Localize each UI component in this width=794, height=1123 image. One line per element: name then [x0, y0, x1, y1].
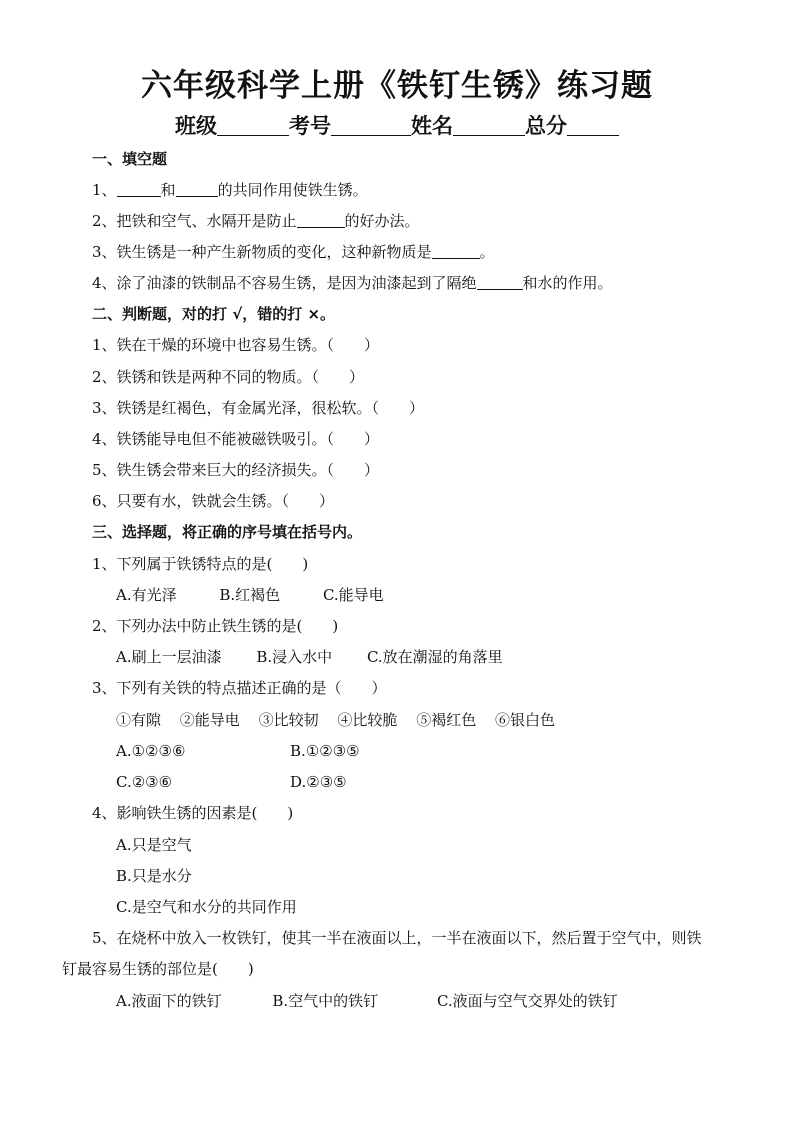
feature-3: ③比较韧 — [258, 711, 319, 729]
judge-question-6: 6、只要有水，铁就会生锈。（ ） — [92, 492, 335, 510]
fill-q4-suffix: 和水的作用。 — [522, 274, 613, 292]
fill-q3-blank[interactable] — [432, 242, 480, 259]
fill-q3-prefix: 3、铁生锈是一种产生新物质的变化，这种新物质是 — [92, 243, 432, 261]
fill-q2-prefix: 2、把铁和空气、水隔开是防止 — [92, 212, 297, 230]
number-blank[interactable] — [331, 115, 411, 136]
section2-heading: 二、判断题，对的打 √，错的打 ×。 — [92, 305, 336, 323]
choice-q5-option-b[interactable]: B.空气中的铁钉 — [272, 992, 379, 1010]
choice-q5-options — [116, 991, 618, 1011]
fill-q1-blank2[interactable] — [176, 180, 218, 197]
student-info-row — [0, 110, 794, 140]
judge-question-2: 2、铁锈和铁是两种不同的物质。（ ） — [92, 368, 365, 386]
choice-q1-options — [116, 585, 384, 605]
judge-question-3: 3、铁锈是红褐色，有金属光泽，很松软。（ ） — [92, 399, 425, 417]
fill-q4-blank[interactable] — [477, 273, 523, 290]
number-label: 考号 — [289, 114, 331, 138]
fill-q3-suffix: 。 — [479, 243, 495, 261]
choice-q3-option-d[interactable]: D.②③⑤ — [290, 773, 347, 791]
score-blank[interactable] — [567, 115, 619, 136]
choice-q3-option-a[interactable]: A.①②③⑥ — [116, 742, 186, 760]
choice-q1-option-a[interactable]: A.有光泽 — [116, 586, 177, 604]
fill-q1-mid: 和 — [160, 181, 176, 199]
fill-q1-prefix: 1、 — [92, 181, 117, 199]
choice-q5-stem-line2: 钉最容易生锈的部位是( ) — [62, 960, 254, 978]
choice-q1-option-b[interactable]: B.红褐色 — [219, 586, 281, 604]
choice-q4-option-b[interactable]: B.只是水分 — [116, 867, 192, 885]
choice-q3-stem: 3、下列有关铁的特点描述正确的是（ ） — [92, 679, 387, 697]
class-label: 班级 — [175, 114, 217, 138]
choice-q2-option-b[interactable]: B.浸入水中 — [256, 648, 333, 666]
choice-q1-stem: 1、下列属于铁锈特点的是( ) — [92, 555, 309, 573]
feature-4: ④比较脆 — [337, 711, 398, 729]
name-label: 姓名 — [411, 114, 453, 138]
feature-6: ⑥银白色 — [494, 711, 555, 729]
fill-question-1 — [92, 180, 368, 200]
choice-q3-features — [116, 710, 555, 730]
choice-q2-option-c[interactable]: C.放在潮湿的角落里 — [366, 648, 503, 666]
fill-question-2 — [92, 211, 420, 231]
fill-q2-blank[interactable] — [297, 211, 345, 228]
choice-q3-option-b[interactable]: B.①②③⑤ — [290, 742, 360, 760]
choice-q4-option-a[interactable]: A.只是空气 — [116, 836, 192, 854]
feature-1: ①有隙 — [116, 711, 162, 729]
score-label: 总分 — [525, 114, 567, 138]
judge-question-4: 4、铁锈能导电但不能被磁铁吸引。（ ） — [92, 430, 380, 448]
feature-2: ②能导电 — [179, 711, 240, 729]
section1-heading: 一、填空题 — [92, 150, 168, 168]
judge-question-1: 1、铁在干燥的环境中也容易生锈。（ ） — [92, 336, 380, 354]
choice-q5-option-c[interactable]: C.液面与空气交界处的铁钉 — [436, 992, 618, 1010]
page-title: 六年级科学上册《铁钉生锈》练习题 — [141, 68, 653, 104]
fill-question-3 — [92, 242, 495, 262]
judge-question-5: 5、铁生锈会带来巨大的经济损失。（ ） — [92, 461, 380, 479]
feature-5: ⑤褐红色 — [416, 711, 477, 729]
choice-q1-option-c[interactable]: C.能导电 — [322, 586, 384, 604]
choice-q4-option-c[interactable]: C.是空气和水分的共同作用 — [116, 898, 297, 916]
choice-q2-stem: 2、下列办法中防止铁生锈的是( ) — [92, 617, 339, 635]
fill-q2-suffix: 的好办法。 — [344, 212, 420, 230]
fill-q4-prefix: 4、涂了油漆的铁制品不容易生锈，是因为油漆起到了隔绝 — [92, 274, 477, 292]
choice-q2-option-a[interactable]: A.刷上一层油漆 — [116, 648, 222, 666]
choice-q5-option-a[interactable]: A.液面下的铁钉 — [116, 992, 222, 1010]
fill-question-4 — [92, 273, 613, 293]
choice-q4-stem: 4、影响铁生锈的因素是( ) — [92, 804, 294, 822]
fill-q1-suffix: 的共同作用使铁生锈。 — [217, 181, 368, 199]
fill-q1-blank1[interactable] — [117, 180, 161, 197]
section3-heading: 三、选择题，将正确的序号填在括号内。 — [92, 523, 363, 541]
choice-q3-option-c[interactable]: C.②③⑥ — [116, 773, 173, 791]
name-blank[interactable] — [453, 115, 525, 136]
choice-q2-options — [116, 647, 503, 667]
class-blank[interactable] — [217, 115, 289, 136]
choice-q5-stem-line1: 5、在烧杯中放入一枚铁钉，使其一半在液面以上，一半在液面以下，然后置于空气中，则铁 — [92, 929, 702, 947]
